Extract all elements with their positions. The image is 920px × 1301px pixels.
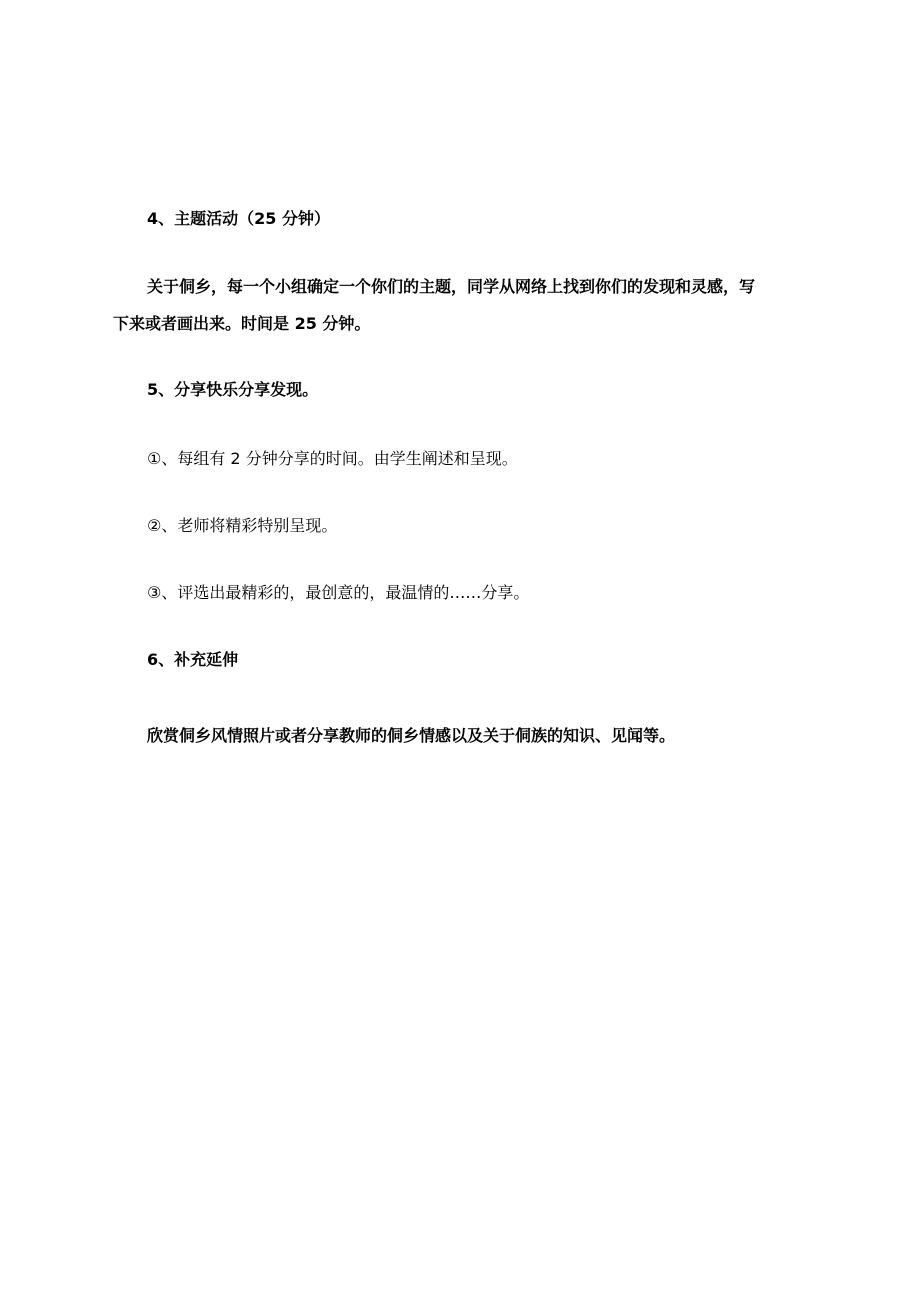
section-5-heading: 5、分享快乐分享发现。 [147,380,319,399]
section-4-paragraph-line-1: 关于侗乡，每一个小组确定一个你们的主题，同学从网络上找到你们的发现和灵感，写 [147,277,756,296]
section-6-heading: 6、补充延伸 [147,650,239,669]
list-item: ②、老师将精彩特别呈现。 [147,516,338,535]
section-4-heading: 4、主题活动（25 分钟） [147,209,330,228]
list-item: ③、评选出最精彩的，最创意的，最温情的……分享。 [147,583,530,602]
list-item: ①、每组有 2 分钟分享的时间。由学生阐述和呈现。 [147,449,518,468]
section-6-paragraph: 欣赏侗乡风情照片或者分享教师的侗乡情感以及关于侗族的知识、见闻等。 [147,726,676,745]
section-4-paragraph-line-2: 下来或者画出来。时间是 25 分钟。 [113,314,371,333]
